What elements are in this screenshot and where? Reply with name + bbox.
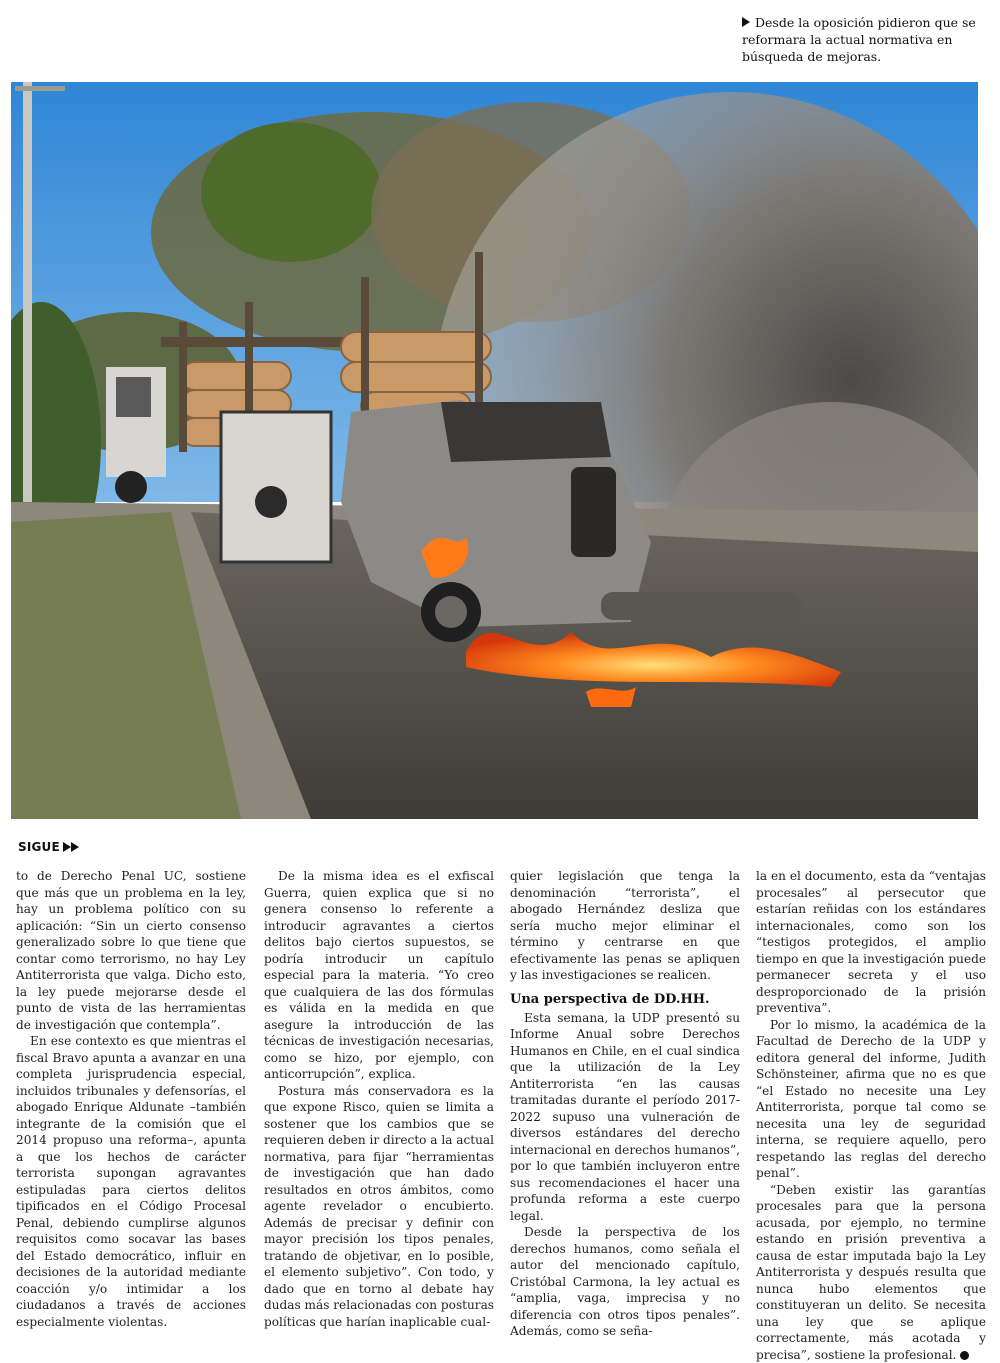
paragraph: Desde la perspectiva de los derechos humanos, como señala el autor del mencionado capítulo, Cristóbal Carmona, la ley actual es “amplia, vaga, imprecisa y no diferencia con otros tipos penales”. Además, como se seña- (510, 1224, 740, 1340)
paragraph: la en el documento, esta da “ventajas procesales” al persecutor que estarían reñidas con los estándares internacionales, como son los “testigos protegidos, el amplio tiempo en que la investigación puede permanecer secreta y el uso desproporcionado de la prisión preventiva”. (756, 868, 986, 1017)
section-heading: Una perspectiva de DD.HH. (510, 992, 740, 1008)
continue-marker (18, 840, 79, 854)
paragraph: to de Derecho Penal UC, sostiene que más que un problema en la ley, hay un problema político con su aplicación: “Sin un cierto consenso generalizado sobre lo que tiene que contar como terrorismo, no hay Ley Antiterrorista que valga. Dicho esto, la ley puede mejorarse desde el punto de vista de las herramientas de investigación que contempla”. (16, 868, 246, 1033)
article-column-2 (264, 868, 494, 1330)
article-body (16, 868, 992, 1228)
photo-caption (742, 14, 992, 65)
paragraph: Esta semana, la UDP presentó su Informe Anual sobre Derechos Humanos en Chile, en el cual sindica que la utilización de la Ley Antiterrorista “en las causas tramitadas durante el período 2017-2022 supuso una vulneración de diversos estándares del derecho internacional en derechos humanos”, por lo que también incluyeron entre sus recomendaciones el hacer una profunda reforma a este cuerpo legal. (510, 1010, 740, 1225)
caption-arrow-icon (742, 17, 750, 27)
news-photo (11, 82, 978, 819)
double-arrow-icon (63, 840, 79, 854)
utility-pole (23, 82, 32, 502)
sigue-label: SIGUE (18, 840, 60, 854)
paragraph: Por lo mismo, la académica de la Facultad de Derecho de la UDP y editora general del informe, Judith Schönsteiner, afirma que no es que “el Estado no necesite una Ley Antiterrorista, porque tal como se necesita una ley de seguridad interna, se requiere aquello, pero respetando las reglas del derecho penal”. (756, 1017, 986, 1182)
paragraph-final (756, 1182, 986, 1363)
burning-truck-illustration (11, 82, 978, 819)
paragraph: Postura más conservadora es la que expone Risco, quien se limita a sostener que los cambios que se requieren deben ir directo a la actual normativa, para fijar “herramientas de investigación que han dado resultados en otros ámbitos, como agente revelador o encubierto. Además de precisar y definir con mayor precisión los tipos penales, tratando de objetivar, en lo posible, el elemento subjetivo”. Con todo, y dado que en torno al debate hay dudas más relacionadas con posturas políticas que harían inaplicable cual- (264, 1083, 494, 1331)
paragraph: De la misma idea es el exfiscal Guerra, quien explica que si no genera consenso lo referente a introducir agravantes a ciertos delitos bajo ciertos supuestos, se podría introducir un capítulo especial para la materia. “Yo creo que cualquiera de las dos fórmulas es válida en la medida en que asegure la introducción de las técnicas de investigación necesarias, como se hizo, por ejemplo, con anticorrupción”, explica. (264, 868, 494, 1083)
paragraph: En ese contexto es que mientras el fiscal Bravo apunta a avanzar en una completa jurisprudencia especial, incluidos tribunales y defensorías, el abogado Enrique Aldunate –también integrante de la comisión que el 2014 propuso una reforma–, apunta a que los hechos de carácter terrorista supongan agravantes estipuladas para ciertos delitos tipificados en el Código Procesal Penal, debiendo cumplirse algunos requisitos como socavar las bases del Estado democrático, influir en decisiones de la autoridad mediante coacción y/o intimidar a los ciudadanos a través de acciones especialmente violentas. (16, 1033, 246, 1330)
paragraph: quier legislación que tenga la denominación “terrorista”, el abogado Hernández desliza que sería mucho mejor eliminar el término y centrarse en que efectivamente las penas se apliquen y las investigaciones se realicen. (510, 868, 740, 984)
article-column-3 (510, 868, 740, 1340)
article-column-4 (756, 868, 986, 1363)
final-text: “Deben existir las garantías procesales para que la persona acusada, por ejemplo, no termine estando en prisión preventiva a causa de estar imputada bajo la Ley Antiterrorista y después resulta que nunca hubo elementos que constituyeran un delito. Se necesita una ley que se aplique correctamente, más acotada y precisa”, sostiene la profesional. (756, 1183, 986, 1362)
caption-text: Desde la oposición pidieron que se reformara la actual normativa en búsqueda de mejoras. (742, 15, 976, 64)
article-column-1 (16, 868, 246, 1330)
end-of-article-icon (960, 1351, 969, 1360)
